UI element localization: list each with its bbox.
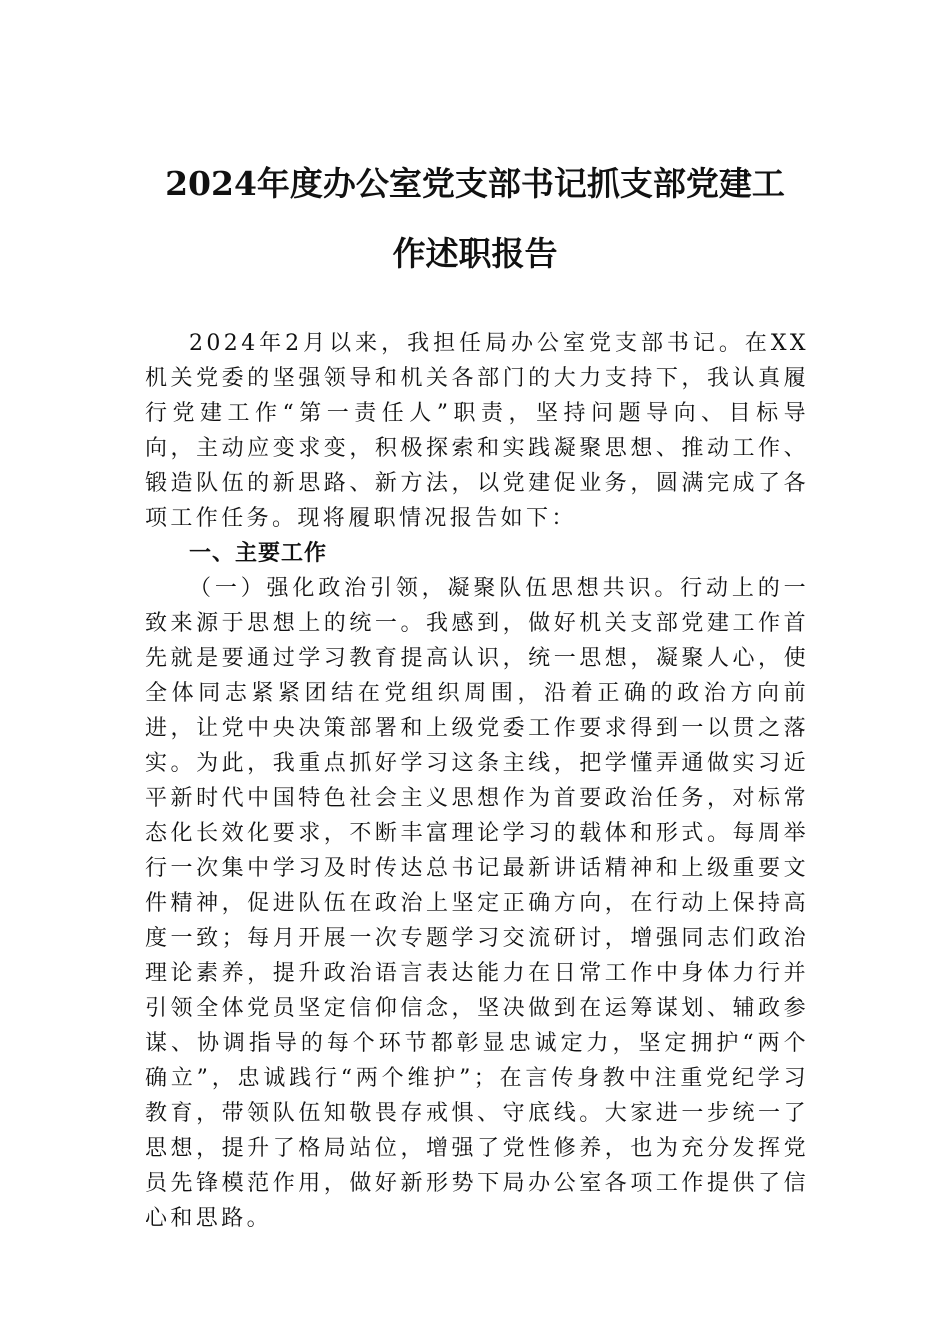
intro-paragraph: 2024年2月以来，我担任局办公室党支部书记。在XX机关党委的坚强领导和机关各部门的大力支持下，我认真履行党建工作“第一责任人”职责，坚持问题导向、目标导向，主动应变求变，积极探索和实践凝聚思想、推动工作、锻造队伍的新思路、新方法，以党建促业务，圆满完成了各项工作任务。现将履职情况报告如下： [145, 331, 809, 531]
document-body [145, 326, 809, 1236]
document-title-line-1: 2024年度办公室党支部书记抓支部党建工 [165, 164, 785, 203]
document-title-line-2: 作述职报告 [392, 234, 558, 273]
section-heading-main-work: 一、主要工作 [189, 541, 328, 566]
section-paragraph-political-guidance: （一）强化政治引领，凝聚队伍思想共识。行动上的一致来源于思想上的统一。我感到，做好机关支部党建工作首先就是要通过学习教育提高认识，统一思想，凝聚人心，使全体同志紧紧团结在党组织周围，沿着正确的政治方向前进，让党中央决策部署和上级党委工作要求得到一以贯之落实。为此，我重点抓好学习这条主线，把学懂弄通做实习近平新时代中国特色社会主义思想作为首要政治任务，对标常态化长效化要求，不断丰富理论学习的载体和形式。每周举行一次集中学习及时传达总书记最新讲话精神和上级重要文件精神，促进队伍在政治上坚定正确方向，在行动上保持高度一致；每月开展一次专题学习交流研讨，增强同志们政治理论素养，提升政治语言表达能力在日常工作中身体力行并引领全体党员坚定信仰信念，坚决做到在运筹谋划、辅政参谋、协调指导的每个环节都彰显忠诚定力，坚定拥护“两个确立”，忠诚践行“两个维护”；在言传身教中注重党纪学习教育，带领队伍知敬畏存戒惧、守底线。大家进一步统一了思想，提升了格局站位，增强了党性修养，也为充分发挥党员先锋模范作用，做好新形势下局办公室各项工作提供了信心和思路。 [145, 576, 809, 1231]
